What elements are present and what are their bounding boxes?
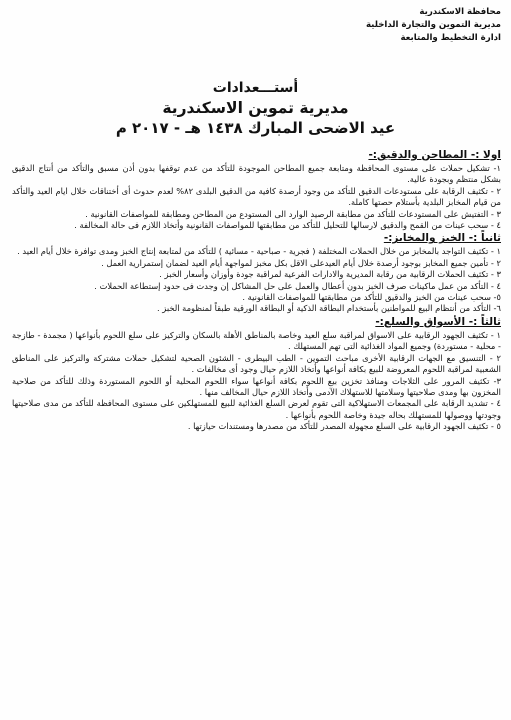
list-item: ٢ - تأمين جميع المخابز بوجود أرصدة خلال أيام العيدعلى الاقل بكل مخبز لمواجهة أيام العيد لضمان إستمرارية العمل .	[101, 257, 501, 268]
list-item: ٣ - التفتيش على المستودعات للتأكد من مطابقة الرصيد الوارد الى المستودع من المطاحن ومطابقة للمواصفات القانونية .	[85, 208, 501, 219]
title-occasion: عيد الاضحى المبارك ١٤٣٨ هـ - ٢٠١٧ م	[115, 119, 396, 137]
section-heading: اولا :- المطاحن والدقيق:-	[368, 149, 501, 161]
document-body	[12, 148, 501, 433]
department-line: ادارة التخطيط والمتابعة	[400, 33, 501, 43]
list-item: ٥- سحب عينات من الخبز والدقيق للتأكد من مطابقتها للمواصفات القانونية .	[242, 292, 501, 303]
document-title-block	[0, 78, 511, 138]
title-preparations: أستـــعدادات	[212, 80, 299, 96]
list-item: ١ - تكثيف الجهود الرقابية على الاسواق لمراقبة سلع العيد وخاصة بالمناطق الأهلة بالسكان والتركيز على سلع اللحوم بأنواعها ( مجمدة - طازجة - محلية - مستوردة) وجميع المواد الغذائية التى تهم المستهلك .	[12, 329, 501, 352]
section-mills-flour	[12, 149, 501, 231]
list-item: ٣ - تكثيف الحملات الرقابية من رقابة المديرية والادارات الفرعية لمراقبة جودة وأوزان وأسعار الخبز .	[159, 269, 501, 280]
section-heading: ثانياً :- الخبز والمخابز:-	[383, 232, 501, 245]
list-item: ٤ - التأكد من عمل ماكينات صرف الخبز بدون أعطال والعمل على حل المشاكل إن وجدت فى حدود إستطاعة الحملات .	[94, 280, 501, 291]
list-item: ٤ - تشديد الرقابة على المجمعات الاستهلاكية التى تقوم لعرض السلع الغذائية للبيع للمستهلكين على مستوى المحافظة للتأكد من مدى صلاحيتها وجودتها ووصولها للمستهلك بحاله جيدة وخاصة اللحوم بأنواعها .	[12, 398, 501, 420]
section-markets-goods	[12, 316, 501, 433]
title-directorate: مديرية تموين الاسكندرية	[162, 99, 349, 117]
governorate-line: محافظة الاسكندرية	[419, 7, 501, 17]
list-item: ٣- تكثيف المرور على الثلاجات ومنافذ تخزين بيع اللحوم بكافة أنواعها سواء اللحوم المحلية أو اللحوم المستوردة وذلك للتأكد من صلاحية المخزون بها ومدى صلاحيتها وسلامتها للاستهلاك الآدمى وأتخاذ اللازم حيال المخالف منها .	[12, 375, 501, 397]
directorate-line: مديرية التموين والتجارة الداخلية	[365, 20, 501, 30]
section-bread-bakeries	[12, 232, 501, 314]
list-item: ٦- التأكد من أنتظام البيع للمواطنين بأستخدام البطاقة الذكية أو البطاقة الورقية طبقاً لمنظومة الخبز .	[156, 303, 501, 314]
list-item: ٢ - التنسيق مع الجهات الرقابية الأخرى مباحث التموين - الطب البيطرى - الشئون الصحية لتشكيل حملات مشتركة والتركيز على المناطق الشعبية لمراقبة اللحوم المعروضة للبيع بكافة أنواعها وأتخاذ اللازم حيال وجود أى مخالفات .	[12, 352, 501, 375]
list-item: ١- تشكيل حملات على مستوى المحافظة ومتابعة جميع المطاحن الموجودة للتأكد من عدم توقفها بدون أذن مسبق والتأكد من أنتاج الدقيق بشكل منتظم وبجودة عالية.	[12, 163, 501, 185]
list-item: ٥ - تكثيف الجهود الرقابية على السلع مجهولة المصدر للتأكد من مصدرها ومستندات حيازتها .	[187, 421, 501, 432]
letterhead	[366, 6, 501, 45]
list-item: ١ - تكثيف التواجد بالمخابز من خلال الحملات المختلفة ( فجرية - صباحية - مسائية ) للتأكد من لمتابعة إنتاج الخبز ومدى توافرة خلال أيام العيد .	[17, 246, 501, 257]
list-item: ٤ - سحب عينات من القمح والدقيق لارسالها للتحليل للتأكد من مطابقتها للمواصفات القانونية وأتخاذ اللازم فى حالة المخالفة .	[74, 220, 501, 231]
list-item: ٢ - تكثيف الرقابة على مستودعات الدقيق للتأكد من وجود أرصدة كافية من الدقيق البلدى ٨٢% لعدم حدوث أى أختناقات خلال ايام العيد والتأكد من قيام المخابز البلدية بأستلام حصتها كاملة.	[12, 185, 502, 208]
section-heading: ثالثاً :- الأسواق والسلع:-	[375, 315, 501, 328]
